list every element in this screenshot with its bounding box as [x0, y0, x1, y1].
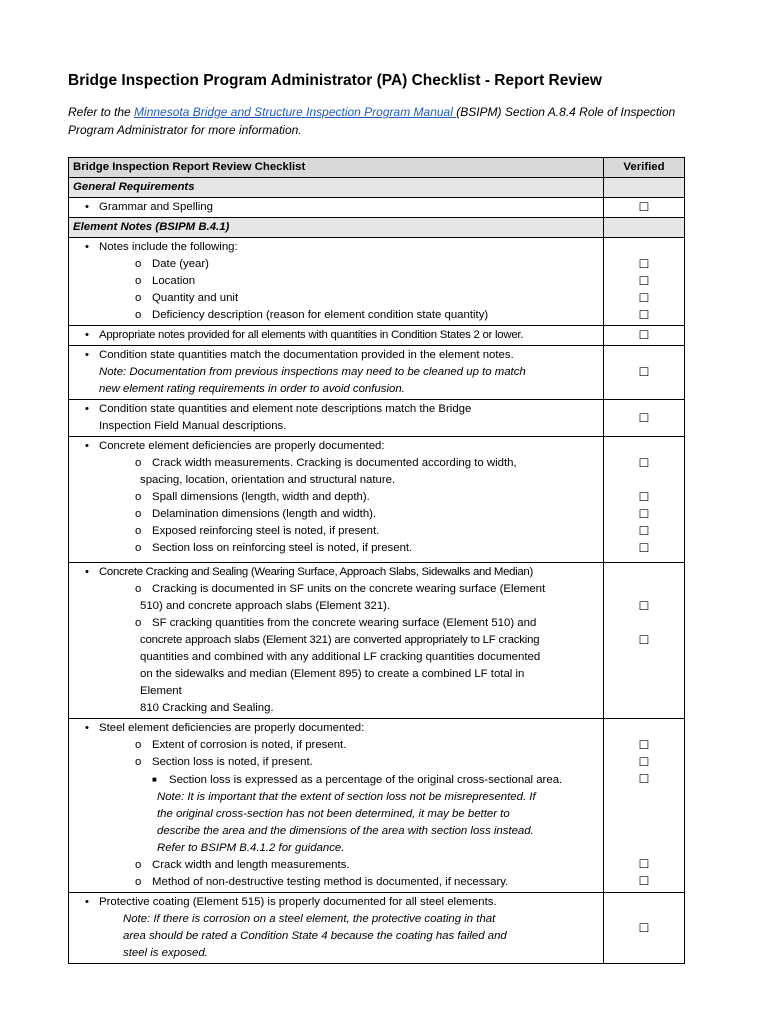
note-text: steel is exposed. — [123, 947, 208, 959]
table-header-row — [69, 158, 685, 178]
bullet-icon: • — [85, 722, 89, 734]
sub-bullet-icon: o — [135, 617, 142, 629]
checkbox[interactable]: ☐ — [638, 507, 650, 521]
list-item: Section loss on reinforcing steel is noted, if present. — [152, 542, 413, 554]
table-row — [69, 326, 685, 346]
sub-bullet-icon: o — [135, 258, 142, 270]
intro-line2: Program Administrator for more information. — [68, 123, 302, 137]
sub-bullet-icon: o — [135, 457, 142, 469]
sub-bullet-icon: o — [135, 739, 142, 751]
list-item-cont: 810 Cracking and Sealing. — [140, 702, 274, 714]
sub-bullet-icon: o — [135, 525, 142, 537]
bullet-icon: • — [85, 201, 89, 213]
bullet-icon: • — [85, 403, 89, 415]
list-item: Spall dimensions (length, width and depth). — [152, 491, 370, 503]
note-text: Note: It is important that the extent of section loss not be misrepresented. If — [157, 791, 536, 803]
section-element-notes: Element Notes (BSIPM B.4.1) — [69, 218, 604, 238]
item-notes-include: Notes include the following: — [99, 241, 238, 253]
checkbox[interactable]: ☐ — [638, 490, 650, 504]
checkbox[interactable]: ☐ — [638, 274, 650, 288]
sub-bullet-icon: o — [135, 309, 142, 321]
checkbox[interactable]: ☐ — [638, 755, 650, 769]
intro-text — [68, 103, 708, 139]
sub-bullet-icon: o — [135, 292, 142, 304]
note-text: new element rating requirements in order to avoid confusion. — [99, 383, 405, 395]
bullet-icon: • — [85, 329, 89, 341]
checkbox[interactable]: ☐ — [638, 524, 650, 538]
list-item: Exposed reinforcing steel is noted, if present. — [152, 525, 380, 537]
sub-bullet-icon: o — [135, 756, 142, 768]
note-text: Note: If there is corrosion on a steel element, the protective coating in that — [123, 913, 496, 925]
checkbox[interactable]: ☐ — [638, 200, 650, 214]
note-text: area should be rated a Condition State 4 because the coating has failed and — [123, 930, 507, 942]
intro-prefix: Refer to the — [68, 105, 135, 119]
bullet-icon: • — [85, 440, 89, 452]
intro-suffix: (BSIPM) Section A.8.4 Role of Inspection — [456, 105, 676, 119]
note-text: Note: Documentation from previous inspections may need to be cleaned up to match — [99, 366, 526, 378]
checkbox[interactable]: ☐ — [638, 410, 650, 425]
bsipm-manual-link[interactable]: Minnesota Bridge and Structure Inspection Program Manual — [134, 105, 457, 119]
square-bullet-icon: ■ — [152, 775, 157, 784]
table-row — [69, 437, 685, 563]
verified-header: Verified — [604, 158, 685, 178]
list-item: Deficiency description (reason for element condition state quantity) — [152, 309, 489, 321]
list-item-cont: on the sidewalks and median (Element 895) to create a combined LF total in — [140, 668, 525, 680]
checkbox[interactable]: ☐ — [638, 308, 650, 322]
list-item: Section loss is noted, if present. — [152, 756, 313, 768]
sub-bullet-icon: o — [135, 876, 142, 888]
checkbox[interactable]: ☐ — [638, 874, 650, 888]
item-grammar: Grammar and Spelling — [99, 201, 213, 213]
sub-bullet-icon: o — [135, 542, 142, 554]
bullet-icon: • — [85, 566, 89, 578]
note-text: the original cross-section has not been determined, it may be better to — [157, 808, 510, 820]
table-row — [69, 893, 685, 964]
list-item-cont: spacing, location, orientation and structural nature. — [140, 474, 396, 486]
bullet-icon: • — [85, 896, 89, 908]
item-cs-match: Condition state quantities match the documentation provided in the element notes. — [99, 349, 514, 361]
checkbox[interactable]: ☐ — [638, 456, 650, 470]
section-row — [69, 218, 685, 238]
checkbox[interactable]: ☐ — [638, 920, 650, 935]
section-row — [69, 178, 685, 198]
sub-bullet-icon: o — [135, 491, 142, 503]
sub-bullet-icon: o — [135, 275, 142, 287]
sub-bullet-icon: o — [135, 583, 142, 595]
checkbox[interactable]: ☐ — [638, 365, 650, 379]
item-cracking-sealing: Concrete Cracking and Sealing (Wearing Surface, Approach Slabs, Sidewalks and Median) — [99, 566, 533, 578]
checkbox[interactable]: ☐ — [638, 328, 650, 342]
checkbox[interactable]: ☐ — [638, 257, 650, 271]
checkbox[interactable]: ☐ — [638, 633, 650, 647]
checkbox[interactable]: ☐ — [638, 738, 650, 752]
note-text: describe the area and the dimensions of the area with section loss instead. — [157, 825, 534, 837]
list-item: Location — [152, 275, 196, 287]
table-row — [69, 400, 685, 437]
item-coating: Protective coating (Element 515) is properly documented for all steel elements. — [99, 896, 497, 908]
table-row — [69, 346, 685, 400]
section-general: General Requirements — [69, 178, 604, 198]
list-item-cont: Element — [140, 685, 182, 697]
checkbox[interactable]: ☐ — [638, 541, 650, 555]
table-row — [69, 238, 685, 326]
list-item-cont: concrete approach slabs (Element 321) are converted appropriately to LF cracking — [140, 634, 540, 646]
list-item: Crack width measurements. Cracking is documented according to width, — [152, 457, 517, 469]
table-row — [69, 198, 685, 218]
list-item: Quantity and unit — [152, 292, 239, 304]
item-appropriate-notes: Appropriate notes provided for all elements with quantities in Condition States 2 or lower. — [99, 329, 524, 341]
list-item-cont: 510) and concrete approach slabs (Element 321). — [140, 600, 391, 612]
bullet-icon: • — [85, 241, 89, 253]
sub-bullet-icon: o — [135, 508, 142, 520]
list-item: Extent of corrosion is noted, if present. — [152, 739, 347, 751]
item-cs-desc-cont: Inspection Field Manual descriptions. — [99, 420, 287, 432]
checkbox[interactable]: ☐ — [638, 772, 650, 786]
table-row — [69, 563, 685, 719]
checkbox[interactable]: ☐ — [638, 599, 650, 613]
item-cs-desc: Condition state quantities and element note descriptions match the Bridge — [99, 403, 472, 415]
checklist-header: Bridge Inspection Report Review Checklist — [69, 158, 604, 178]
list-item: Delamination dimensions (length and width). — [152, 508, 377, 520]
checklist-table — [68, 157, 685, 964]
table-row — [69, 719, 685, 893]
item-concrete: Concrete element deficiencies are properly documented: — [99, 440, 385, 452]
sub-bullet-icon: o — [135, 859, 142, 871]
list-item: Cracking is documented in SF units on the concrete wearing surface (Element — [152, 583, 546, 595]
list-item: Method of non-destructive testing method is documented, if necessary. — [152, 876, 509, 888]
list-item: Section loss is expressed as a percentage of the original cross-sectional area. — [169, 774, 563, 786]
list-item: Date (year) — [152, 258, 209, 270]
list-item-cont: quantities and combined with any additional LF cracking quantities documented — [140, 651, 541, 663]
bullet-icon: • — [85, 349, 89, 361]
list-item: Crack width and length measurements. — [152, 859, 350, 871]
checkbox[interactable]: ☐ — [638, 857, 650, 871]
page-title: Bridge Inspection Program Administrator (PA) Checklist - Report Review — [68, 72, 602, 89]
note-text: Refer to BSIPM B.4.1.2 for guidance. — [157, 842, 345, 854]
checkbox[interactable]: ☐ — [638, 291, 650, 305]
item-steel: Steel element deficiencies are properly documented: — [99, 722, 365, 734]
list-item: SF cracking quantities from the concrete wearing surface (Element 510) and — [152, 617, 537, 629]
